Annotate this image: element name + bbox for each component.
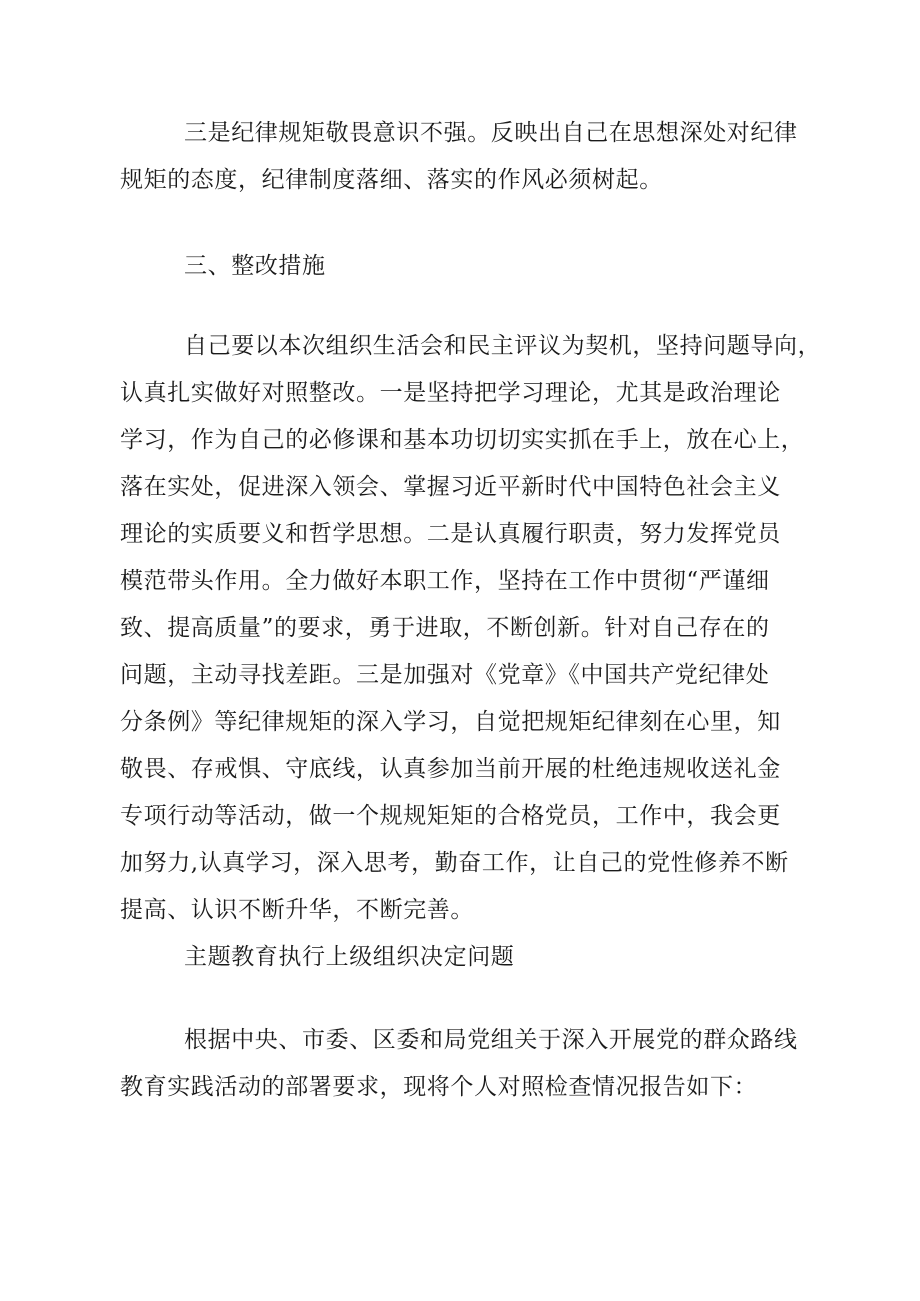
- paragraph-discipline-awareness: [120, 110, 810, 204]
- section-heading-theme-education: 主题教育执行上级组织决定问题: [184, 944, 515, 970]
- text-line: 专项行动等活动，做一个规规矩矩的合格党员，工作中，我会更: [120, 803, 781, 829]
- text-line: 分条例》等纪律规矩的深入学习，自觉把规矩纪律刻在心里，知: [120, 709, 781, 735]
- text-line: 致、提高质量”的要求，勇于进取，不断创新。针对自己存在的: [120, 615, 770, 641]
- text-line: 模范带头作用。全力做好本职工作，坚持在工作中贯彻“严谨细: [120, 568, 770, 594]
- section-heading-rectification-measures: 三、整改措施: [184, 253, 326, 279]
- text-line: 三是纪律规矩敬畏意识不强。反映出自己在思想深处对纪律: [184, 120, 798, 146]
- text-line: 规矩的态度，纪律制度落细、落实的作风必须树起。: [120, 167, 663, 193]
- text-line: 认真扎实做好对照整改。一是坚持把学习理论，尤其是政治理论: [120, 380, 781, 406]
- text-line: 敬畏、存戒惧、守底线，认真参加当前开展的杜绝违规收送礼金: [120, 756, 781, 782]
- text-line: 加努力,认真学习，深入思考，勤奋工作，让自己的党性修养不断: [120, 850, 789, 876]
- text-line: 理论的实质要义和哲学思想。二是认真履行职责，努力发挥党员: [120, 521, 781, 547]
- text-line: 学习，作为自己的必修课和基本功切切实实抓在手上，放在心上，: [120, 427, 805, 453]
- paragraph-self-inspection-report: [120, 1017, 810, 1111]
- text-line: 提高、认识不断升华，不断完善。: [120, 897, 474, 923]
- paragraph-rectification-measures: [120, 323, 822, 934]
- text-line: 根据中央、市委、区委和局党组关于深入开展党的群众路线: [184, 1027, 798, 1053]
- text-line: 自己要以本次组织生活会和民主评议为契机，坚持问题导向，: [184, 333, 822, 359]
- text-line: 教育实践活动的部署要求，现将个人对照检查情况报告如下：: [120, 1074, 758, 1100]
- text-line: 落在实处，促进深入领会、掌握习近平新时代中国特色社会主义: [120, 474, 781, 500]
- text-line: 问题，主动寻找差距。三是加强对《党章》《中国共产党纪律处: [120, 662, 770, 688]
